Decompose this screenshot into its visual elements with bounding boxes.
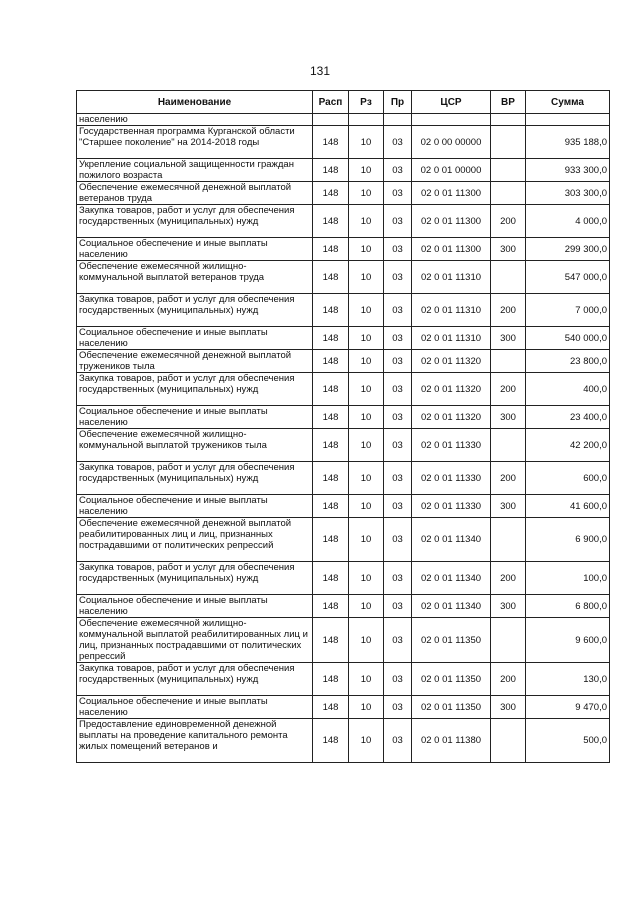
cell-rz: 10 bbox=[349, 462, 384, 495]
cell-vr: 300 bbox=[491, 595, 526, 618]
cell-csr: 02 0 01 11300 bbox=[412, 182, 491, 205]
cell-csr: 02 0 01 11350 bbox=[412, 663, 491, 696]
cell-rasp: 148 bbox=[313, 719, 349, 763]
cell-rz: 10 bbox=[349, 350, 384, 373]
cell-vr: 300 bbox=[491, 696, 526, 719]
cell-sum: 500,0 bbox=[526, 719, 610, 763]
cell-rz: 10 bbox=[349, 261, 384, 294]
cell-pr: 03 bbox=[384, 518, 412, 562]
cell-vr bbox=[491, 114, 526, 126]
cell-pr: 03 bbox=[384, 126, 412, 159]
cell-pr: 03 bbox=[384, 294, 412, 327]
cell-pr: 03 bbox=[384, 429, 412, 462]
table-row bbox=[77, 429, 610, 462]
table-row bbox=[77, 462, 610, 495]
cell-rz: 10 bbox=[349, 159, 384, 182]
table-row bbox=[77, 696, 610, 719]
cell-pr: 03 bbox=[384, 159, 412, 182]
cell-name: Обеспечение ежемесячной денежной выплатой ветеранов труда bbox=[77, 182, 313, 205]
cell-csr bbox=[412, 114, 491, 126]
cell-pr: 03 bbox=[384, 696, 412, 719]
cell-name: Обеспечение ежемесячной жилищно-коммунальной выплатой реабилитированных лиц и лиц, признанных пострадавшими от политических репрессий bbox=[77, 618, 313, 663]
cell-rz: 10 bbox=[349, 562, 384, 595]
cell-name: Закупка товаров, работ и услуг для обеспечения государственных (муниципальных) нужд bbox=[77, 294, 313, 327]
table-row bbox=[77, 294, 610, 327]
cell-vr bbox=[491, 429, 526, 462]
table-row bbox=[77, 205, 610, 238]
cell-pr: 03 bbox=[384, 350, 412, 373]
cell-vr bbox=[491, 182, 526, 205]
table-row bbox=[77, 373, 610, 406]
cell-vr: 300 bbox=[491, 406, 526, 429]
cell-rz: 10 bbox=[349, 663, 384, 696]
cell-pr: 03 bbox=[384, 663, 412, 696]
cell-sum: 540 000,0 bbox=[526, 327, 610, 350]
cell-rz: 10 bbox=[349, 429, 384, 462]
cell-rz: 10 bbox=[349, 696, 384, 719]
cell-rasp: 148 bbox=[313, 159, 349, 182]
cell-rasp bbox=[313, 114, 349, 126]
cell-sum: 23 800,0 bbox=[526, 350, 610, 373]
cell-rasp: 148 bbox=[313, 238, 349, 261]
cell-vr: 300 bbox=[491, 238, 526, 261]
cell-rz: 10 bbox=[349, 495, 384, 518]
cell-csr: 02 0 01 11330 bbox=[412, 429, 491, 462]
cell-csr: 02 0 01 11350 bbox=[412, 618, 491, 663]
cell-vr bbox=[491, 159, 526, 182]
cell-rasp: 148 bbox=[313, 126, 349, 159]
cell-rasp: 148 bbox=[313, 595, 349, 618]
cell-name: Закупка товаров, работ и услуг для обеспечения государственных (муниципальных) нужд bbox=[77, 462, 313, 495]
cell-rasp: 148 bbox=[313, 562, 349, 595]
table-row bbox=[77, 238, 610, 261]
cell-pr: 03 bbox=[384, 562, 412, 595]
cell-csr: 02 0 01 11310 bbox=[412, 261, 491, 294]
cell-pr: 03 bbox=[384, 462, 412, 495]
cell-pr: 03 bbox=[384, 618, 412, 663]
cell-rz: 10 bbox=[349, 126, 384, 159]
cell-vr: 200 bbox=[491, 373, 526, 406]
table-row bbox=[77, 182, 610, 205]
cell-rz: 10 bbox=[349, 327, 384, 350]
cell-name: Закупка товаров, работ и услуг для обеспечения государственных (муниципальных) нужд bbox=[77, 562, 313, 595]
cell-rasp: 148 bbox=[313, 350, 349, 373]
cell-name: Социальное обеспечение и иные выплаты населению bbox=[77, 696, 313, 719]
cell-csr: 02 0 00 00000 bbox=[412, 126, 491, 159]
cell-vr bbox=[491, 618, 526, 663]
cell-pr: 03 bbox=[384, 406, 412, 429]
cell-vr: 200 bbox=[491, 562, 526, 595]
cell-vr: 300 bbox=[491, 327, 526, 350]
cell-sum: 303 300,0 bbox=[526, 182, 610, 205]
cell-csr: 02 0 01 11330 bbox=[412, 462, 491, 495]
cell-pr: 03 bbox=[384, 719, 412, 763]
cell-vr bbox=[491, 518, 526, 562]
cell-name: Закупка товаров, работ и услуг для обеспечения государственных (муниципальных) нужд bbox=[77, 663, 313, 696]
cell-csr: 02 0 01 11310 bbox=[412, 327, 491, 350]
cell-name: Государственная программа Курганской области "Старшее поколение" на 2014-2018 годы bbox=[77, 126, 313, 159]
header-vr: ВР bbox=[491, 91, 526, 114]
cell-csr: 02 0 01 11340 bbox=[412, 595, 491, 618]
header-sum: Сумма bbox=[526, 91, 610, 114]
cell-sum: 130,0 bbox=[526, 663, 610, 696]
cell-sum bbox=[526, 114, 610, 126]
cell-sum: 9 470,0 bbox=[526, 696, 610, 719]
cell-rasp: 148 bbox=[313, 462, 349, 495]
cell-pr: 03 bbox=[384, 327, 412, 350]
cell-csr: 02 0 01 11330 bbox=[412, 495, 491, 518]
cell-name: Обеспечение ежемесячной денежной выплатой тружеников тыла bbox=[77, 350, 313, 373]
header-pr: Пр bbox=[384, 91, 412, 114]
cell-sum: 935 188,0 bbox=[526, 126, 610, 159]
cell-rz bbox=[349, 114, 384, 126]
cell-rz: 10 bbox=[349, 205, 384, 238]
cell-pr: 03 bbox=[384, 205, 412, 238]
table-row bbox=[77, 126, 610, 159]
cell-rasp: 148 bbox=[313, 495, 349, 518]
cell-name: Социальное обеспечение и иные выплаты населению bbox=[77, 327, 313, 350]
cell-rasp: 148 bbox=[313, 294, 349, 327]
cell-csr: 02 0 01 00000 bbox=[412, 159, 491, 182]
cell-vr bbox=[491, 719, 526, 763]
cell-csr: 02 0 01 11320 bbox=[412, 406, 491, 429]
cell-csr: 02 0 01 11350 bbox=[412, 696, 491, 719]
header-rasp: Расп bbox=[313, 91, 349, 114]
cell-rz: 10 bbox=[349, 373, 384, 406]
cell-vr: 200 bbox=[491, 462, 526, 495]
header-csr: ЦСР bbox=[412, 91, 491, 114]
cell-vr bbox=[491, 126, 526, 159]
table-row bbox=[77, 518, 610, 562]
cell-sum: 933 300,0 bbox=[526, 159, 610, 182]
cell-sum: 400,0 bbox=[526, 373, 610, 406]
cell-name: Социальное обеспечение и иные выплаты населению bbox=[77, 406, 313, 429]
cell-sum: 7 000,0 bbox=[526, 294, 610, 327]
cell-csr: 02 0 01 11340 bbox=[412, 518, 491, 562]
cell-vr bbox=[491, 350, 526, 373]
cell-rasp: 148 bbox=[313, 373, 349, 406]
cell-rasp: 148 bbox=[313, 518, 349, 562]
cell-rz: 10 bbox=[349, 406, 384, 429]
cell-vr: 300 bbox=[491, 495, 526, 518]
cell-vr: 200 bbox=[491, 205, 526, 238]
cell-rasp: 148 bbox=[313, 182, 349, 205]
cell-rasp: 148 bbox=[313, 406, 349, 429]
cell-name: Обеспечение ежемесячной жилищно-коммунальной выплатой ветеранов труда bbox=[77, 261, 313, 294]
cell-rasp: 148 bbox=[313, 663, 349, 696]
cell-name: Социальное обеспечение и иные выплаты населению bbox=[77, 595, 313, 618]
cell-csr: 02 0 01 11300 bbox=[412, 205, 491, 238]
cell-rasp: 148 bbox=[313, 205, 349, 238]
cell-sum: 42 200,0 bbox=[526, 429, 610, 462]
cell-sum: 41 600,0 bbox=[526, 495, 610, 518]
cell-sum: 299 300,0 bbox=[526, 238, 610, 261]
cell-rasp: 148 bbox=[313, 261, 349, 294]
cell-pr: 03 bbox=[384, 238, 412, 261]
table-row bbox=[77, 159, 610, 182]
cell-vr bbox=[491, 261, 526, 294]
table-row bbox=[77, 562, 610, 595]
cell-sum: 6 900,0 bbox=[526, 518, 610, 562]
cell-name: Закупка товаров, работ и услуг для обеспечения государственных (муниципальных) нужд bbox=[77, 373, 313, 406]
table-header-row bbox=[77, 91, 610, 114]
cell-sum: 23 400,0 bbox=[526, 406, 610, 429]
header-rz: Рз bbox=[349, 91, 384, 114]
header-name: Наименование bbox=[77, 91, 313, 114]
cell-sum: 4 000,0 bbox=[526, 205, 610, 238]
cell-sum: 9 600,0 bbox=[526, 618, 610, 663]
cell-csr: 02 0 01 11380 bbox=[412, 719, 491, 763]
cell-rz: 10 bbox=[349, 294, 384, 327]
cell-pr: 03 bbox=[384, 595, 412, 618]
cell-rasp: 148 bbox=[313, 429, 349, 462]
table-row bbox=[77, 261, 610, 294]
table-row bbox=[77, 663, 610, 696]
cell-vr: 200 bbox=[491, 663, 526, 696]
cell-rasp: 148 bbox=[313, 696, 349, 719]
cell-sum: 547 000,0 bbox=[526, 261, 610, 294]
cell-pr: 03 bbox=[384, 182, 412, 205]
cell-rz: 10 bbox=[349, 518, 384, 562]
cell-rz: 10 bbox=[349, 182, 384, 205]
table-row bbox=[77, 495, 610, 518]
cell-csr: 02 0 01 11320 bbox=[412, 350, 491, 373]
table-body bbox=[77, 114, 610, 763]
cell-sum: 100,0 bbox=[526, 562, 610, 595]
cell-rz: 10 bbox=[349, 595, 384, 618]
cell-vr: 200 bbox=[491, 294, 526, 327]
cell-name: Социальное обеспечение и иные выплаты населению bbox=[77, 495, 313, 518]
cell-name: Социальное обеспечение и иные выплаты населению bbox=[77, 238, 313, 261]
table-row bbox=[77, 114, 610, 126]
cell-rasp: 148 bbox=[313, 618, 349, 663]
cell-name: населению bbox=[77, 114, 313, 126]
cell-rasp: 148 bbox=[313, 327, 349, 350]
budget-table bbox=[76, 90, 610, 763]
cell-rz: 10 bbox=[349, 238, 384, 261]
cell-name: Укрепление социальной защищенности граждан пожилого возраста bbox=[77, 159, 313, 182]
cell-pr bbox=[384, 114, 412, 126]
cell-sum: 6 800,0 bbox=[526, 595, 610, 618]
cell-csr: 02 0 01 11300 bbox=[412, 238, 491, 261]
cell-name: Обеспечение ежемесячной денежной выплатой реабилитированных лиц и лиц, признанных пострадавшими от политических репрессий bbox=[77, 518, 313, 562]
cell-rz: 10 bbox=[349, 618, 384, 663]
cell-csr: 02 0 01 11310 bbox=[412, 294, 491, 327]
cell-sum: 600,0 bbox=[526, 462, 610, 495]
table-row bbox=[77, 719, 610, 763]
cell-csr: 02 0 01 11320 bbox=[412, 373, 491, 406]
cell-csr: 02 0 01 11340 bbox=[412, 562, 491, 595]
cell-name: Обеспечение ежемесячной жилищно-коммунальной выплатой тружеников тыла bbox=[77, 429, 313, 462]
cell-pr: 03 bbox=[384, 373, 412, 406]
cell-rz: 10 bbox=[349, 719, 384, 763]
table-row bbox=[77, 595, 610, 618]
table-row bbox=[77, 350, 610, 373]
page-number: 131 bbox=[309, 64, 331, 78]
cell-pr: 03 bbox=[384, 261, 412, 294]
table-row bbox=[77, 406, 610, 429]
cell-name: Закупка товаров, работ и услуг для обеспечения государственных (муниципальных) нужд bbox=[77, 205, 313, 238]
table-row bbox=[77, 327, 610, 350]
cell-pr: 03 bbox=[384, 495, 412, 518]
cell-name: Предоставление единовременной денежной выплаты на проведение капитального ремонта жилых помещений ветеранов и bbox=[77, 719, 313, 763]
table-row bbox=[77, 618, 610, 663]
